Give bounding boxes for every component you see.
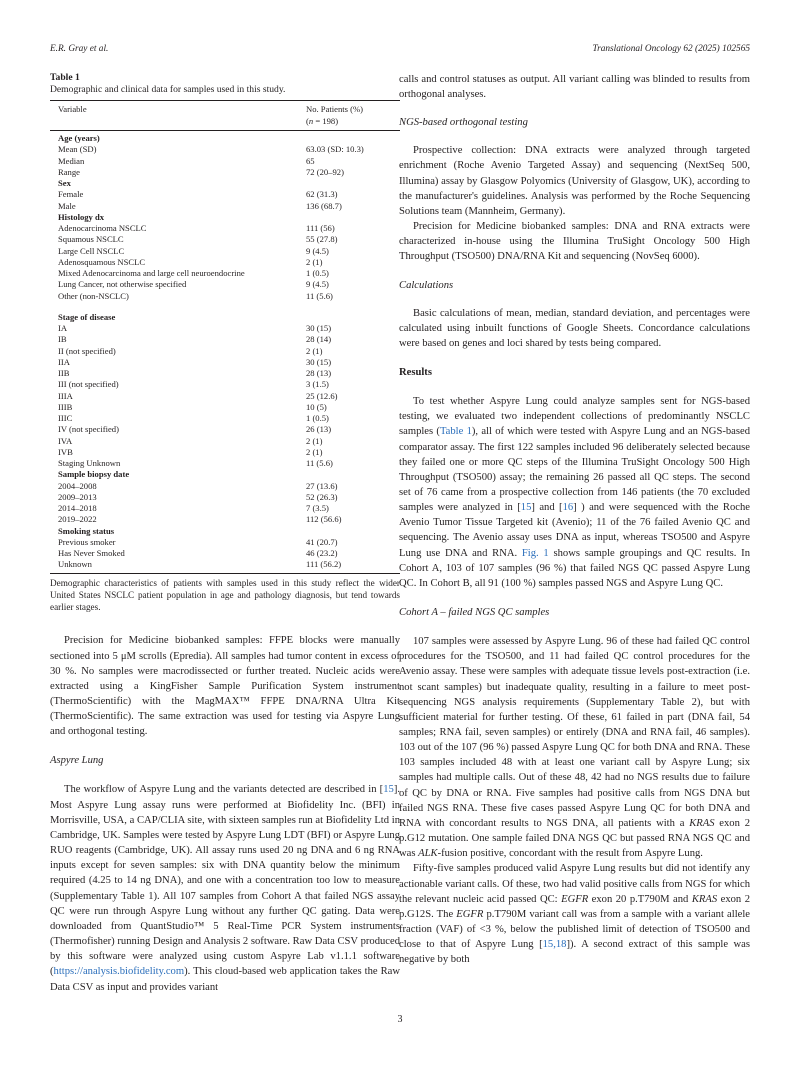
table-cell-variable: IA: [58, 323, 68, 333]
table-cell-variable: Lung Cancer, not otherwise specified: [58, 279, 187, 290]
page-number: 3: [397, 1014, 403, 1025]
paragraph-valid-results: Fifty-five samples produced valid Aspyre Lung results but did not identify any actionable variant calls. Of these, two had valid positive calls from NGS for which the relevant nucleic acid passed QC: EGFR exon 20 p.T790M and KRAS exon 2 p.G12S. The EGFR p.T790M variant call was from a sample with a variant allele fraction (VAF) of <3 %, below the published limit of detection of TSO500 and close to that of Aspyre Lung [15,18]). A second extract of this sample was negative by both: [399, 863, 751, 966]
table-cell-count: 41 (20.7): [306, 536, 338, 547]
table-cell-count: 72 (20–92): [306, 166, 344, 177]
table-row: [50, 391, 400, 402]
table-cell-count: 46 (23.2): [306, 548, 338, 558]
table-caption: Demographic and clinical data for samples used in this study.: [50, 84, 286, 95]
table-cell-variable: Other (non-NSCLC): [58, 290, 129, 301]
table-row: [50, 279, 400, 290]
table-cell-count: 30 (15): [306, 323, 332, 333]
table-cell-count: 1 (0.5): [306, 268, 329, 278]
paragraph-continued: calls and control statuses as output. All variant calling was blinded to results from orthogonal analyses.: [399, 74, 750, 101]
table-row: [50, 257, 400, 268]
section-heading-ngs: NGS-based orthogonal testing: [399, 117, 528, 129]
table-cell-variable: III (not specified): [58, 379, 119, 390]
table-section-heading: Sample biopsy date: [58, 469, 130, 480]
table-cell-count: 25 (12.6): [306, 390, 338, 401]
table-header: [50, 101, 400, 130]
table-row: [50, 559, 400, 570]
table-cell-variable: II (not specified): [58, 345, 116, 356]
table-cell-count: 7 (3.5): [306, 503, 329, 513]
analysis-url-link[interactable]: https://analysis.biofidelity.com: [53, 966, 185, 978]
table-cell-count: 30 (15): [306, 356, 332, 367]
methods-paragraph-ffpe: Precision for Medicine biobanked samples: FFPE blocks were manually sectioned into 5 μM scrolls (Epredia). All samples had tumor content in excess of 30 %. No samples were macrodissected or further treated. Nucleic acids were extracted using a KingFisher Sample Purification System instrument (ThermoScientific) with the MagMAX™ FFPE DNA/RNA Ultra Kit (ThermoScientific). The same extraction was used for testing via Aspyre Lung and orthogonal testing.: [50, 635, 400, 738]
table-cell-count: 111 (56): [306, 223, 335, 233]
table-cell-variable: IIIB: [58, 401, 73, 412]
table-cell-count: 62 (31.3): [306, 189, 338, 200]
table-cell-count: 2 (1): [306, 345, 323, 356]
table-cell-count: 11 (5.6): [306, 290, 333, 301]
paragraph-biobanked: Precision for Medicine biobanked samples: DNA and RNA extracts were characterized in-house using the Illumina TruSight Oncology 500 High Throughput (TSO500) DNA/RNA Kit and sequencing (NovSeq 6000).: [399, 221, 750, 263]
table-cell-count: 52 (26.3): [306, 491, 338, 502]
table-cell-count: 3 (1.5): [306, 379, 329, 390]
table-cell-variable: Adenosquamous NSCLC: [58, 256, 146, 267]
table-row: [50, 291, 400, 302]
table-row: [50, 268, 400, 279]
table-cell-count: 63.03 (SD: 10.3): [306, 144, 364, 155]
citation-link[interactable]: 15: [383, 784, 394, 796]
table-cell-count: 9 (4.5): [306, 245, 329, 256]
table-footnote: Demographic characteristics of patients with samples used in this study reflect the wider United States NSCLC patient population in age and pathology diagnosis, but tend towards earlier stages.: [50, 577, 400, 613]
table-cell-variable: Previous smoker: [58, 536, 116, 547]
table-cell-variable: Mixed Adenocarcinoma and large cell neuroendocrine: [58, 268, 245, 278]
table-row: [50, 334, 400, 345]
table-row: [50, 189, 400, 200]
table-row: [50, 514, 400, 525]
citation-link[interactable]: 15,18: [542, 939, 567, 951]
citation-link[interactable]: 15: [520, 502, 532, 514]
table-cell-count: 2 (1): [306, 435, 323, 446]
table-cell-count: 136 (68.7): [306, 200, 342, 211]
table-row: [50, 323, 400, 334]
table-cell-count: 26 (13): [306, 424, 332, 435]
table-cell-count: 10 (5): [306, 401, 327, 412]
table-cell-count: 1 (0.5): [306, 413, 329, 423]
table-cell-variable: IIIC: [58, 413, 73, 423]
section-heading-results: Results: [399, 367, 432, 379]
table-header-count: No. Patients (%): [306, 104, 364, 114]
table-row: [50, 201, 400, 212]
table-row: [50, 492, 400, 503]
table-section-heading: Age (years): [58, 133, 100, 143]
right-column: [399, 72, 750, 968]
table-row: [50, 458, 400, 469]
section-heading-cohort-a: Cohort A – failed NGS QC samples: [399, 607, 550, 619]
paragraph-calculations: Basic calculations of mean, median, standard deviation, and percentages were calculated using inbuilt functions of Google Sheets. Concordance calculations were based on genes and loci shared by tests being compared.: [399, 307, 750, 349]
table-cell-count: 111 (56.2): [306, 559, 342, 570]
table-cell-count: 112 (56.6): [306, 514, 342, 525]
table-cell-variable: IVA: [58, 435, 73, 446]
table-cell-variable: Has Never Smoked: [58, 548, 125, 558]
table-cell-variable: Squamous NSCLC: [58, 234, 124, 245]
table-cell-variable: Adenocarcinoma NSCLC: [58, 223, 147, 233]
table-cell-variable: IVB: [58, 446, 73, 457]
table-cell-variable: IIA: [58, 356, 70, 367]
table-row: [50, 447, 400, 458]
table-row: [50, 436, 400, 447]
table-row: [50, 246, 400, 257]
table-cell-variable: 2009–2013: [58, 491, 97, 502]
table-section-heading: Histology dx: [58, 211, 105, 222]
table-cell-variable: Range: [58, 166, 80, 177]
table-row: [50, 346, 400, 357]
table-row: [50, 223, 400, 234]
table-header-n: (n = 198): [306, 115, 339, 126]
table-cell-variable: Mean (SD): [58, 144, 97, 155]
table-link[interactable]: Table 1: [439, 426, 472, 438]
table-cell-variable: IV (not specified): [58, 424, 119, 435]
table-cell-variable: 2004–2008: [58, 480, 97, 491]
table-row: [50, 548, 400, 559]
paragraph-results: To test whether Aspyre Lung could analyze samples sent for NGS-based testing, we evaluated two independent collections of predominantly NSCLC samples (Table 1), all of which were tested with Aspyre Lung and an NGS-based comparator assay. The first 122 samples included 96 deliberately selected because they failed one or more QC steps of the Illumina TruSight Oncology 500 High Throughput (TSO500) assay; the remaining 26 passed all QC steps. The second set of 76 came from a prospective collection from 146 patients (the 70 excluded samples were analyzed in [15] and [16] ) and were sequenced with the Roche Avenio Tumor Tissue Targeted kit (Avenio); 11 of the 76 failed Avenio QC and sequencing. The Avenio assay uses DNA as input, whereas TSO500 and Aspyre Lung use DNA and RNA. Fig. 1 shows sample groupings and QC results. In Cohort A, 103 of 107 samples (96 %) that failed NGS QC passed Aspyre Lung QC. In Cohort B, all 91 (100 %) samples passed NGS and Aspyre Lung QC.: [399, 396, 750, 589]
table-section-heading: Smoking status: [58, 525, 115, 536]
table-cell-count: 65: [306, 155, 315, 166]
table-row: [50, 379, 400, 390]
paragraph-cohort-a: 107 samples were assessed by Aspyre Lung. 96 of these had failed QC control procedures for the TSO500, and 11 had failed QC control procedures for the Avenio assay. These were samples with adequate tissue levels post-extraction (i.e. not scant samples) but inadequate quality, resulting in a failure to meet post-sequencing NGS analysis requirements (Supplementary Table 2), but with sufficient material for further testing. Of these, 61 failed in part (DNA fail, 54 samples; RNA fail, seven samples) or entirely (DNA and RNA fail, 46 samples). 103 out of the 107 (96 %) passed Aspyre Lung QC for both DNA and RNA. These 103 samples included 48 with at least one variant call by Aspyre Lung; six samples had multiple calls. Out of these 48, 42 had no NGS results due to failure of QC by DNA or RNA. Five samples had positive calls from NGS DNA but failed NGS RNA. These five cases passed Aspyre Lung QC for both DNA and RNA with concordant results to NGS DNA, all patients with a KRAS exon 2 p.G12 mutation. One sample failed DNA NGS QC but passed RNA NGS QC and was ALK-fusion positive, concordant with the result from Aspyre Lung.: [399, 636, 750, 860]
table-cell-count: 2 (1): [306, 446, 323, 457]
table-cell-variable: Large Cell NSCLC: [58, 245, 125, 256]
running-header-authors: E.R. Gray et al.: [50, 44, 109, 54]
table-row: [50, 503, 400, 514]
table-row: [50, 357, 400, 368]
table-title: Table 1: [50, 72, 80, 83]
table-row: [50, 234, 400, 245]
left-column: [50, 72, 400, 995]
figure-link[interactable]: Fig. 1: [521, 547, 549, 559]
table-row: [50, 144, 400, 155]
citation-link[interactable]: 16: [562, 502, 574, 514]
table-cell-count: 28 (14): [306, 334, 332, 345]
table-cell-variable: IB: [58, 334, 67, 345]
table-cell-count: 11 (5.6): [306, 458, 333, 468]
table-body: [50, 131, 400, 573]
paragraph-prospective: Prospective collection: DNA extracts were analyzed through targeted enrichment (Roche Avenio Targeted Assay) and sequencing (NextSeq 500, Illumina) assay by Glasgow Polyomics (University of Glasgow, UK), according to the manufacturer's guidelines. Analysis was performed by the Roche Sequencing Solutions team (Mannheim, Germany).: [399, 145, 750, 217]
running-header-journal: Translational Oncology 62 (2025) 102565: [592, 44, 750, 54]
table-section-heading: Sex: [58, 178, 71, 188]
table-row: [50, 424, 400, 435]
section-heading-calculations: Calculations: [399, 279, 454, 291]
table-row: [50, 368, 400, 379]
table-row: [50, 402, 400, 413]
table-cell-variable: 2019–2022: [58, 514, 97, 525]
table-cell-count: 2 (1): [306, 256, 323, 267]
table-cell-count: 9 (4.5): [306, 279, 329, 290]
table-cell-variable: Male: [58, 200, 76, 211]
table-cell-variable: 2014–2018: [58, 503, 97, 513]
table-cell-variable: Staging Unknown: [58, 458, 121, 468]
table-cell-count: 28 (13): [306, 368, 332, 378]
table-cell-variable: IIB: [58, 368, 70, 378]
table-row: [50, 167, 400, 178]
table-row: [50, 481, 400, 492]
table-cell-variable: IIIA: [58, 390, 73, 401]
section-heading-aspyre: Aspyre Lung: [50, 755, 104, 767]
table-row: [50, 537, 400, 548]
table-cell-count: 27 (13.6): [306, 480, 338, 491]
table-cell-variable: Female: [58, 189, 84, 200]
table-cell-variable: Unknown: [58, 559, 92, 570]
methods-paragraph-aspyre: The workflow of Aspyre Lung and the variants detected are described in [15]. Most Aspyre Lung assay runs were performed at Biofidelity Inc. (BFI) in Morrisville, USA, a CAP/CLIA site, with sixteen samples run at Biofidelity Ltd in Cambridge, UK. Samples were tested by Aspyre Lung LDT (BFI) or Aspyre Lung RUO reagents (Cambridge, UK). All assay runs used 20 ng DNA and 6 ng RNA inputs except for seven samples: six with DNA quantity below the minimum required (4.25 to 14 ng DNA), and one with a concentration too low to measure (Supplementary Table 1). All 107 samples from Cohort A that failed NGS assay QC were run through Aspyre Lung without any further QC gating. Data were downloaded from QuantStudio™ 5 Real-Time PCR System instruments (Thermofisher) running Design and Analysis 2 software. Raw Data CSV produced by this software were analyzed using custom Aspyre Lab v1.1.1 software (https://analysis.biofidelity.com). This cloud-based web application takes the Raw Data CSV as input and provides variant: [50, 784, 400, 993]
table-cell-count: 55 (27.8): [306, 234, 338, 245]
table-section-heading: Stage of disease: [58, 311, 116, 322]
table-row: [50, 156, 400, 167]
table-header-variable: Variable: [58, 104, 87, 114]
table-row: [50, 413, 400, 424]
table-cell-variable: Median: [58, 155, 85, 166]
